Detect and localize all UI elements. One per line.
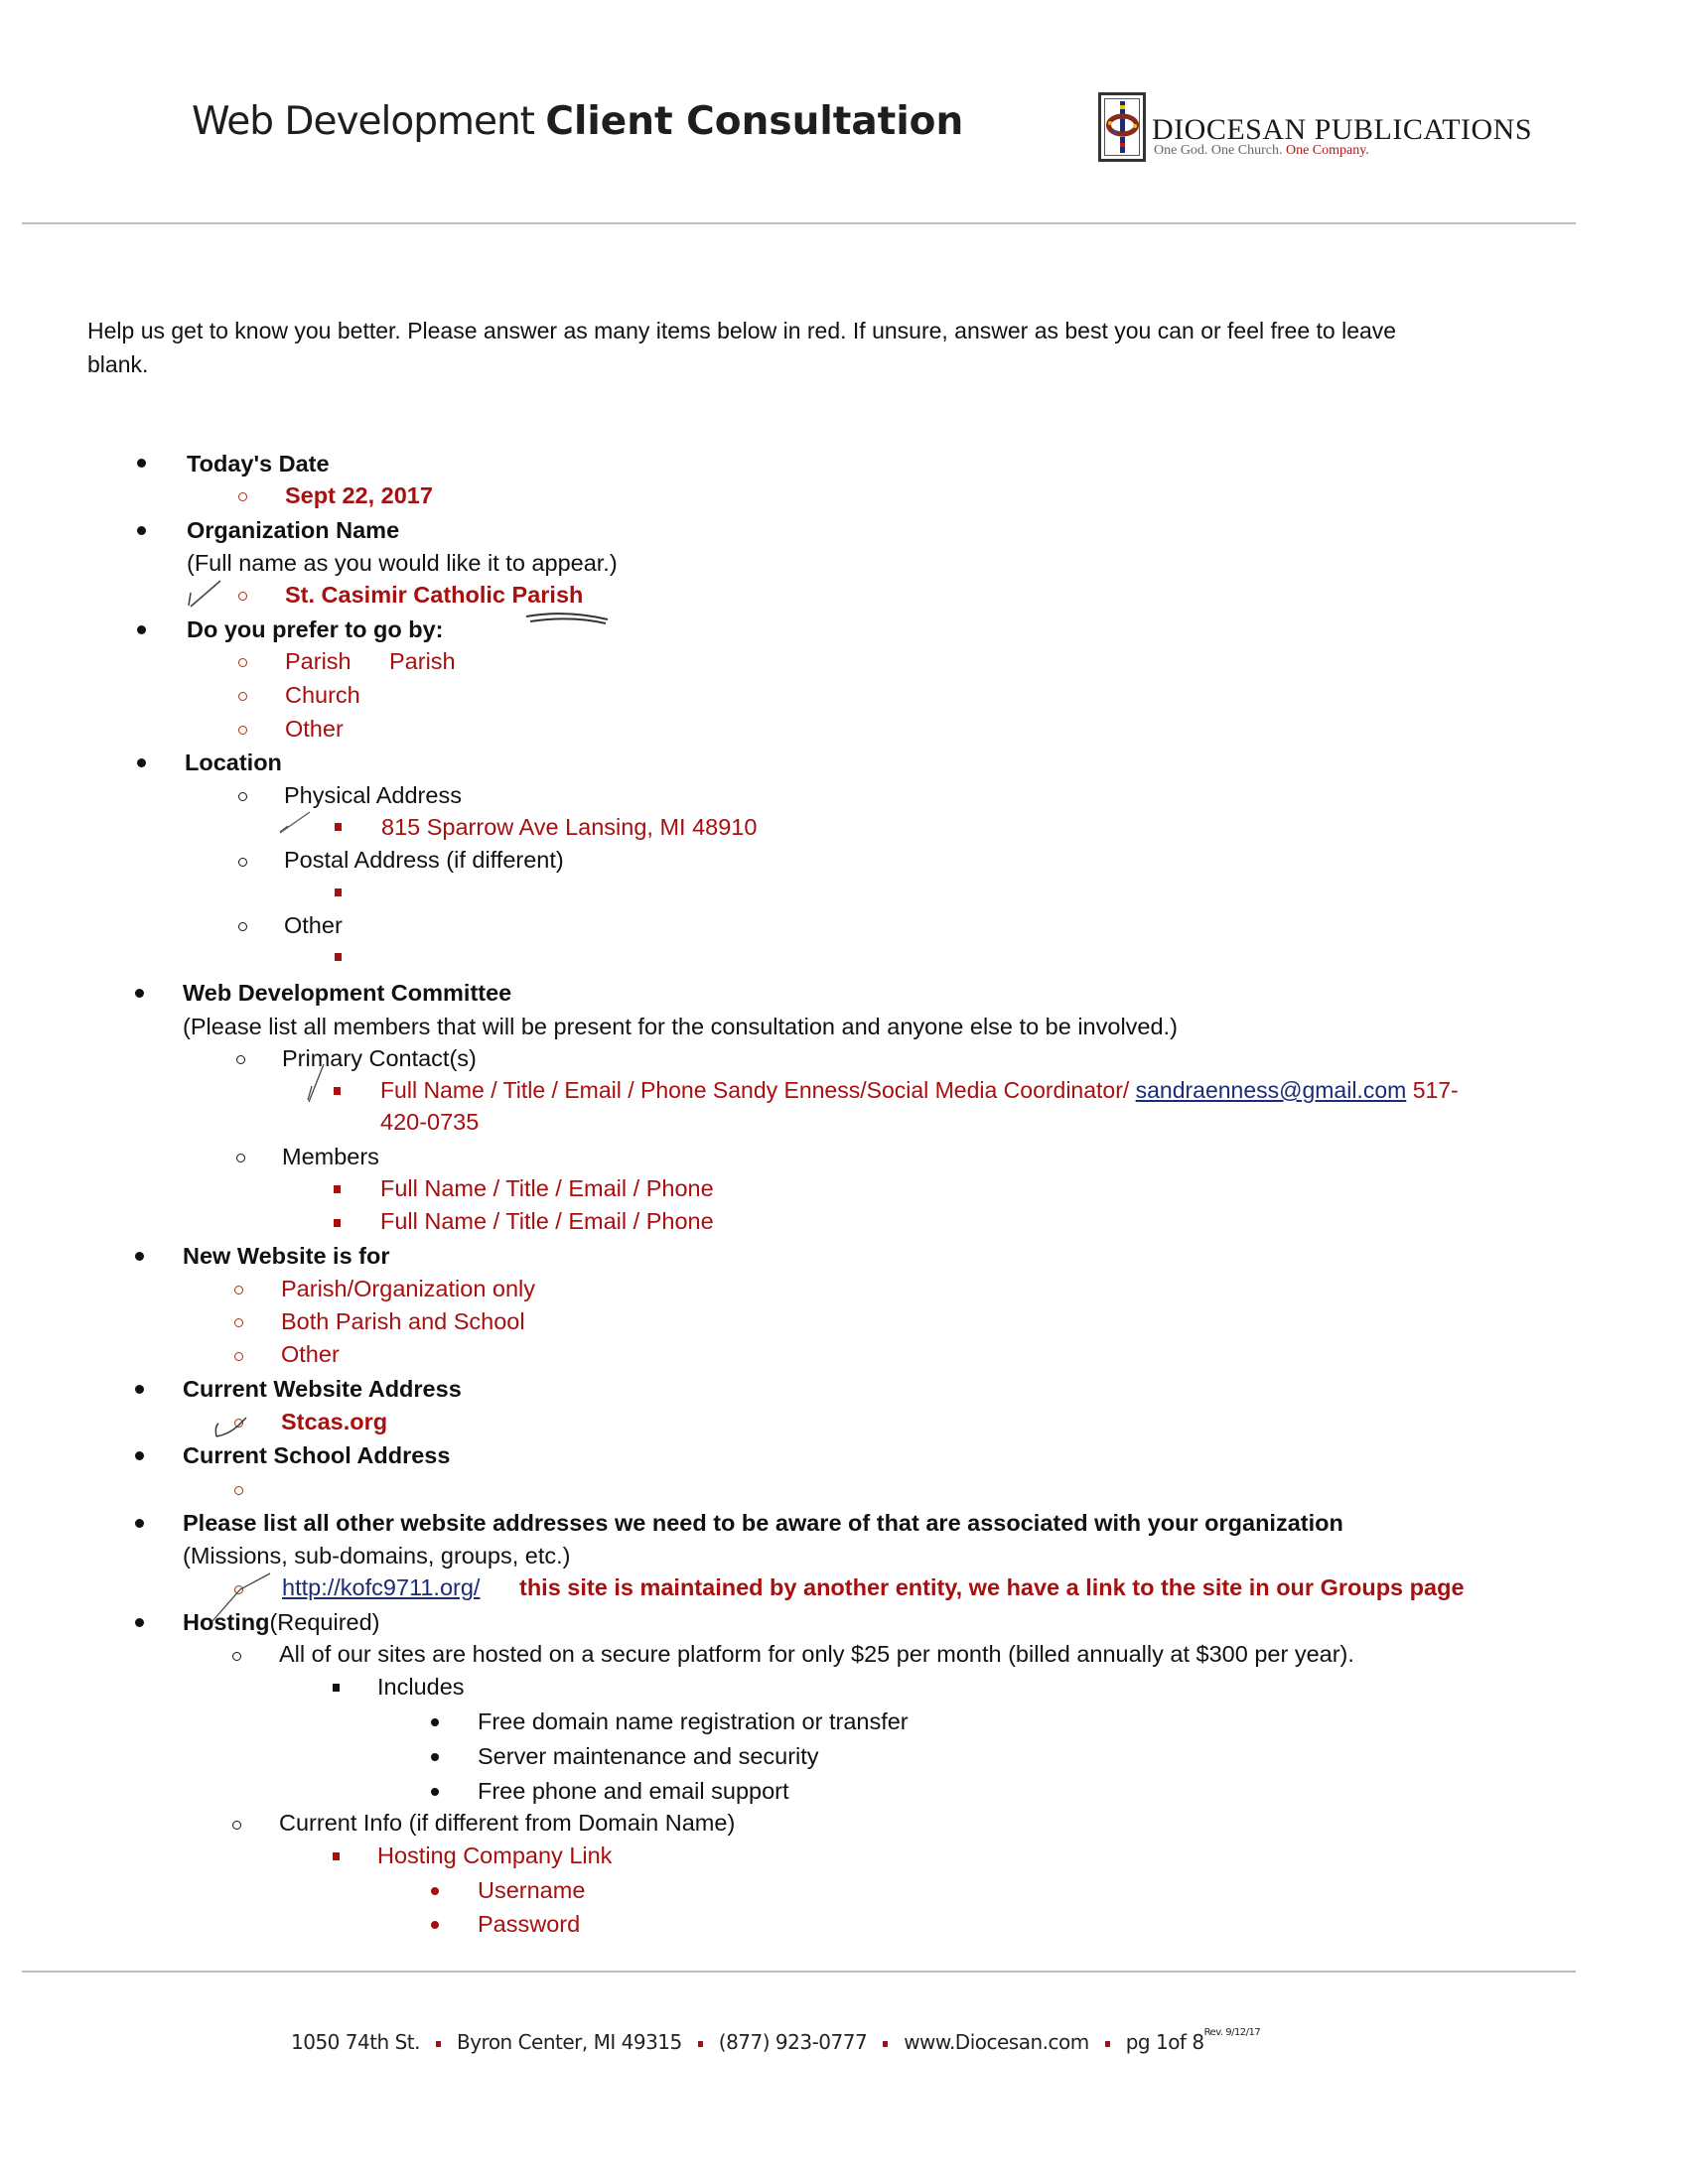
current-website-label: Current Website Address <box>183 1376 462 1402</box>
committee-label: Web Development Committee <box>183 980 512 1006</box>
includes-item: Free domain name registration or transfer <box>478 1708 909 1734</box>
footer-revision: Rev. 9/12/17 <box>1203 2027 1261 2039</box>
title-bold: Client Consultation <box>545 99 964 144</box>
footer-street: 1050 74th St. <box>291 2030 420 2054</box>
underline-scribble-icon <box>526 614 608 623</box>
member-row[interactable]: Full Name / Title / Email / Phone <box>380 1208 714 1234</box>
organization-name-answer[interactable]: St. Casimir Catholic Parish <box>285 582 584 608</box>
footer-city: Byron Center, MI 49315 <box>456 2030 682 2054</box>
intro-line-1: Help us get to know you better. Please answer as many items below in red. If unsure, answer as best you can or feel free to leave <box>87 318 1397 343</box>
hosting-description: All of our sites are hosted on a secure platform for only $25 per month (billed annually at $300 per year). <box>279 1641 1354 1667</box>
current-website-answer[interactable]: Stcas.org <box>281 1409 388 1434</box>
separator-icon <box>698 2041 703 2047</box>
hosting-company-link-field[interactable]: Hosting Company Link <box>377 1843 613 1868</box>
new-website-option[interactable]: Both Parish and School <box>281 1308 525 1334</box>
other-site-link[interactable]: http://kofc9711.org/ <box>282 1574 481 1600</box>
primary-contact-prefix: Full Name / Title / Email / Phone Sandy Enness/Social Media Coordinator/ <box>380 1077 1130 1103</box>
separator-icon <box>1105 2041 1110 2047</box>
hosting-label-required: (Required) <box>269 1609 380 1635</box>
hosting-username-field[interactable]: Username <box>478 1877 586 1903</box>
primary-contact-phone-2: 420-0735 <box>380 1109 480 1135</box>
footer <box>291 2027 1261 2054</box>
other-sites-note: (Missions, sub-domains, groups, etc.) <box>183 1543 571 1569</box>
checkmark-icon <box>212 1573 270 1621</box>
tagline-red: One Company. <box>1285 143 1369 158</box>
other-site-comment[interactable]: this site is maintained by another entity, we have a link to the site in our Groups page <box>519 1574 1465 1600</box>
separator-icon <box>883 2041 888 2047</box>
members-label: Members <box>282 1144 379 1169</box>
logo-name-first: DIOCESAN <box>1152 113 1307 146</box>
title-regular: Web Development <box>192 99 534 144</box>
todays-date-label: Today's Date <box>187 451 330 477</box>
footer-phone: (877) 923-0777 <box>718 2030 868 2054</box>
prefer-label: Do you prefer to go by: <box>187 616 444 642</box>
member-row[interactable]: Full Name / Title / Email / Phone <box>380 1175 714 1201</box>
footer-page: pg 1of 8 <box>1125 2030 1204 2054</box>
logo-name-second: PUBLICATIONS <box>1314 113 1533 146</box>
postal-address-label: Postal Address (if different) <box>284 847 564 873</box>
new-website-option[interactable]: Other <box>281 1341 340 1367</box>
physical-address-answer[interactable]: 815 Sparrow Ave Lansing, MI 48910 <box>381 814 758 840</box>
includes-item: Server maintenance and security <box>478 1743 819 1769</box>
current-info-label: Current Info (if different from Domain Name) <box>279 1810 736 1836</box>
separator-icon <box>436 2041 441 2047</box>
checkmark-icon <box>189 581 220 607</box>
prefer-option-other[interactable]: Other <box>285 716 344 742</box>
new-website-label: New Website is for <box>183 1243 390 1269</box>
footer-website[interactable]: www.Diocesan.com <box>904 2030 1089 2054</box>
location-label: Location <box>185 750 282 775</box>
physical-address-label: Physical Address <box>284 782 462 808</box>
location-other-label: Other <box>284 912 343 938</box>
other-sites-label: Please list all other website addresses we need to be aware of that are associated with your organization <box>183 1510 1343 1536</box>
prefer-option-church[interactable]: Church <box>285 682 360 708</box>
intro-line-2: blank. <box>87 351 149 377</box>
primary-contact-label: Primary Contact(s) <box>282 1045 477 1071</box>
primary-contact-email-link[interactable]: sandraenness@gmail.com <box>1135 1077 1407 1103</box>
tagline-gray: One God. One Church. <box>1154 143 1283 158</box>
footer-divider <box>22 1971 1576 1973</box>
organization-name-label: Organization Name <box>187 517 400 543</box>
committee-note: (Please list all members that will be present for the consultation and anyone else to be involved.) <box>183 1014 1178 1039</box>
checkmark-icon <box>215 1418 246 1436</box>
hosting-password-field[interactable]: Password <box>478 1911 581 1937</box>
hosting-label-bold: Hosting <box>183 1609 270 1635</box>
checkmark-icon <box>308 1064 324 1102</box>
includes-item: Free phone and email support <box>478 1778 789 1804</box>
prefer-parish-answer[interactable]: Parish <box>389 648 456 674</box>
includes-label: Includes <box>377 1674 465 1700</box>
new-website-option[interactable]: Parish/Organization only <box>281 1276 536 1301</box>
prefer-option-parish[interactable]: Parish <box>285 648 352 674</box>
organization-name-note: (Full name as you would like it to appear.) <box>187 550 618 576</box>
current-school-label: Current School Address <box>183 1442 451 1468</box>
primary-contact-phone-1: 517- <box>1412 1077 1459 1103</box>
checkmark-icon <box>280 812 310 833</box>
todays-date-answer[interactable]: Sept 22, 2017 <box>285 482 433 508</box>
